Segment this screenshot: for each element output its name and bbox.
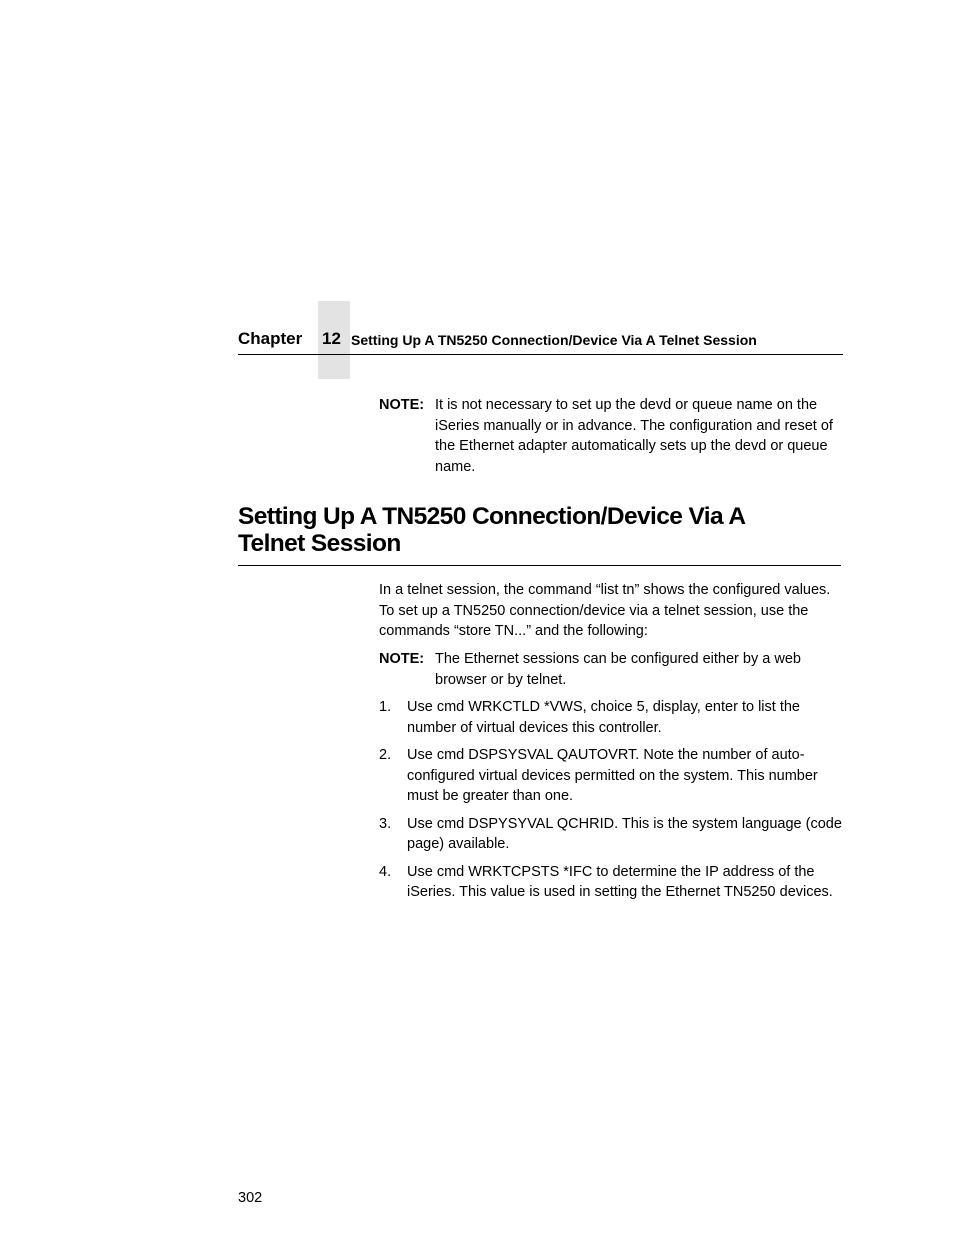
step-number: 1. [379,699,392,715]
step-text: Use cmd WRKCTLD *VWS, choice 5, display, enter to list the number of virtual devices this controller. [407,699,800,736]
header-divider [238,354,843,355]
list-item [379,697,843,738]
step-number: 3. [379,815,392,832]
step-text: Use cmd DSPSYSVAL QAUTOVRT. Note the number of auto-configured virtual devices permitted on the system. This number must be greater than one. [407,747,818,804]
step-number: 2. [379,747,392,763]
chapter-number: 12 [322,329,341,348]
step-text: Use cmd DSPYSYVAL QCHRID. This is the system language (code page) available. [407,815,842,852]
intro-paragraph: In a telnet session, the command “list tn” shows the configured values. To set up a TN5250 connection/device via a telnet session, use the commands “store TN...” and the following: [379,582,831,639]
note-text: The Ethernet sessions can be configured either by a web browser or by telnet. [435,651,801,688]
step-text: Use cmd WRKTCPSTS *IFC to determine the IP address of the iSeries. This value is used in setting the Ethernet TN5250 devices. [407,863,833,900]
section-heading [238,503,798,557]
section-divider [238,565,841,566]
chapter-label: Chapter [238,329,303,348]
note-box [379,649,843,690]
note-box [379,395,843,477]
note-text: It is not necessary to set up the devd or queue name on the iSeries manually or in advance. The configuration and reset of the Ethernet adapter automatically sets up the devd or queue name. [435,397,833,475]
list-item [379,862,843,903]
steps-list [379,697,843,910]
step-number: 4. [379,863,392,880]
section-heading-line: Setting Up A TN5250 Connection/Device Via A [238,503,746,530]
list-item [379,814,843,855]
section-heading-line: Telnet Session [238,530,401,557]
list-item [379,745,843,807]
running-header-title: Setting Up A TN5250 Connection/Device Via A Telnet Session [351,332,757,348]
note-label: NOTE: [379,397,425,413]
note-label: NOTE: [379,651,425,667]
page-number: 302 [238,1190,263,1206]
